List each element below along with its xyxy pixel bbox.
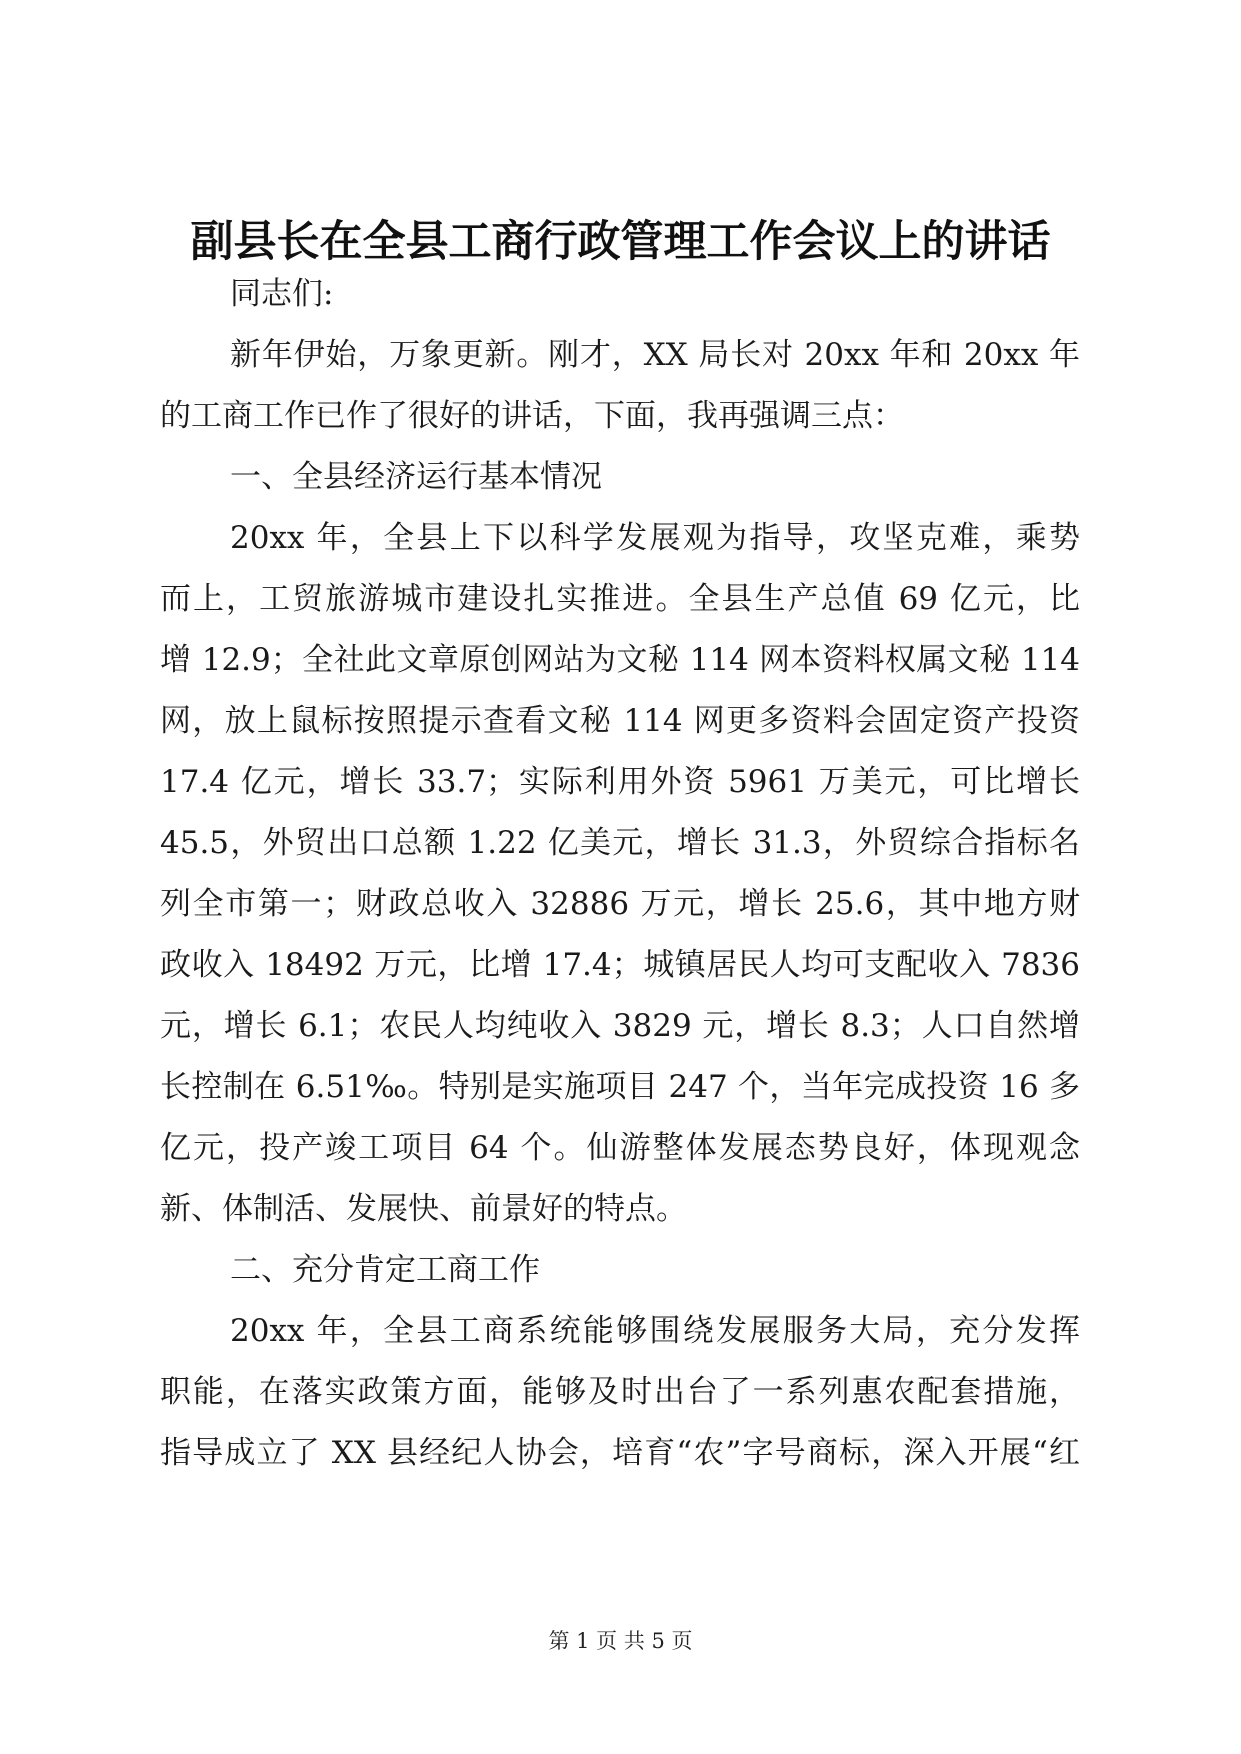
paragraph-line: 45.5，外贸出口总额 1.22 亿美元，增长 31.3，外贸综合指标名	[160, 825, 1080, 861]
section-heading-2: 二、充分肯定工商工作	[230, 1252, 540, 1288]
paragraph-line: 而上，工贸旅游城市建设扎实推进。全县生产总值 69 亿元，比	[160, 581, 1080, 617]
paragraph-line: 网，放上鼠标按照提示查看文秘 114 网更多资料会固定资产投资	[160, 703, 1080, 739]
paragraph-line: 指导成立了 XX 县经纪人协会，培育“农”字号商标，深入开展“红	[160, 1435, 1080, 1471]
paragraph-line: 职能，在落实政策方面，能够及时出台了一系列惠农配套措施，	[160, 1374, 1080, 1410]
paragraph-line: 的工商工作已作了很好的讲话，下面，我再强调三点：	[160, 398, 904, 434]
paragraph-line: 17.4 亿元，增长 33.7；实际利用外资 5961 万美元，可比增长	[160, 764, 1080, 800]
section-heading-1: 一、全县经济运行基本情况	[230, 459, 602, 495]
paragraph-line: 长控制在 6.51‰。特别是实施项目 247 个，当年完成投资 16 多	[160, 1069, 1080, 1105]
paragraph-line: 亿元，投产竣工项目 64 个。仙游整体发展态势良好，体现观念	[160, 1130, 1080, 1166]
paragraph-line: 20xx 年，全县工商系统能够围绕发展服务大局，充分发挥	[230, 1313, 1080, 1349]
page-number-footer: 第 1 页 共 5 页	[548, 1629, 693, 1653]
paragraph-line: 增 12.9；全社此文章原创网站为文秘 114 网本资料权属文秘 114	[160, 642, 1080, 678]
paragraph-line: 新年伊始，万象更新。刚才，XX 局长对 20xx 年和 20xx 年	[230, 337, 1080, 373]
paragraph-line: 元，增长 6.1；农民人均纯收入 3829 元，增长 8.3；人口自然增	[160, 1008, 1080, 1044]
paragraph-line: 新、体制活、发展快、前景好的特点。	[160, 1191, 687, 1227]
paragraph-line: 20xx 年，全县上下以科学发展观为指导，攻坚克难，乘势	[230, 520, 1080, 556]
document-title: 副县长在全县工商行政管理工作会议上的讲话	[190, 217, 1051, 267]
paragraph-line: 政收入 18492 万元，比增 17.4；城镇居民人均可支配收入 7836	[160, 947, 1080, 983]
salutation: 同志们:	[230, 276, 334, 312]
paragraph-line: 列全市第一；财政总收入 32886 万元，增长 25.6，其中地方财	[160, 886, 1080, 922]
